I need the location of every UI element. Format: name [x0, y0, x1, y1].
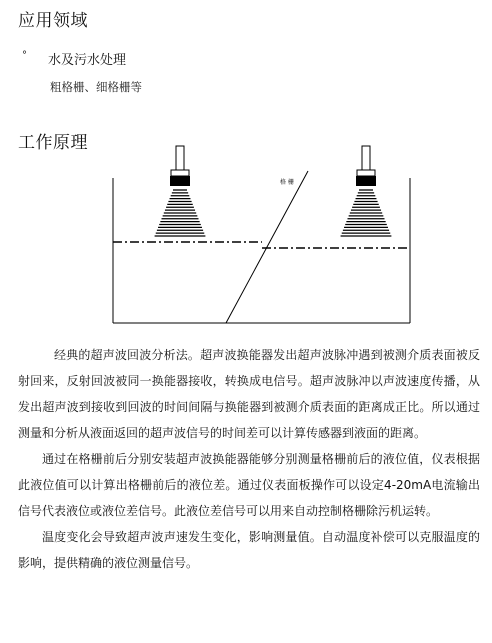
- principle-heading: 工作原理: [18, 133, 88, 153]
- left-transducer-icon: [170, 146, 190, 186]
- principle-diagram: [108, 140, 418, 330]
- paragraph-3: 温度变化会导致超声波声速发生变化，影响测量值。自动温度补偿可以克服温度的影响，提供精确的液位测量信号。: [18, 530, 480, 570]
- application-item-detail: 粗格栅、细格栅等: [50, 80, 142, 94]
- application-item-title: 水及污水处理: [48, 53, 127, 68]
- paragraph-2: 通过在格栅前后分别安装超声波换能器能够分别测量格栅前后的液位值，仪表根据此液位值可以计算出格栅前后的液位差。通过仪表面板操作可以设定4-20mA电流输出信号代表液位或液位差信号。此液位差信号可以用来自动控制格栅除污机运转。: [18, 452, 480, 518]
- paragraph-1: 经典的超声波回波分析法。超声波换能器发出超声波脉冲遇到被测介质表面被反射回来，反射回波被同一换能器接收，转换成电信号。超声波脉冲以声波速度传播，从发出超声波到接收到回波的时间间隔与换能器到被测介质表面的距离成正比。所以通过测量和分析从液面返回的超声波信号的时间差可以计算传感器到液面的距离。: [18, 348, 480, 440]
- tank-outline: [113, 178, 410, 323]
- screen-label: 格 栅: [280, 179, 294, 186]
- right-transducer-icon: [356, 146, 376, 186]
- principle-text: [18, 342, 480, 576]
- bullet-icon: °: [22, 50, 27, 61]
- right-ultrasonic-beam: [341, 190, 392, 236]
- screen-line: [226, 171, 308, 323]
- left-ultrasonic-beam: [155, 190, 206, 236]
- applications-heading: 应用领域: [18, 11, 88, 31]
